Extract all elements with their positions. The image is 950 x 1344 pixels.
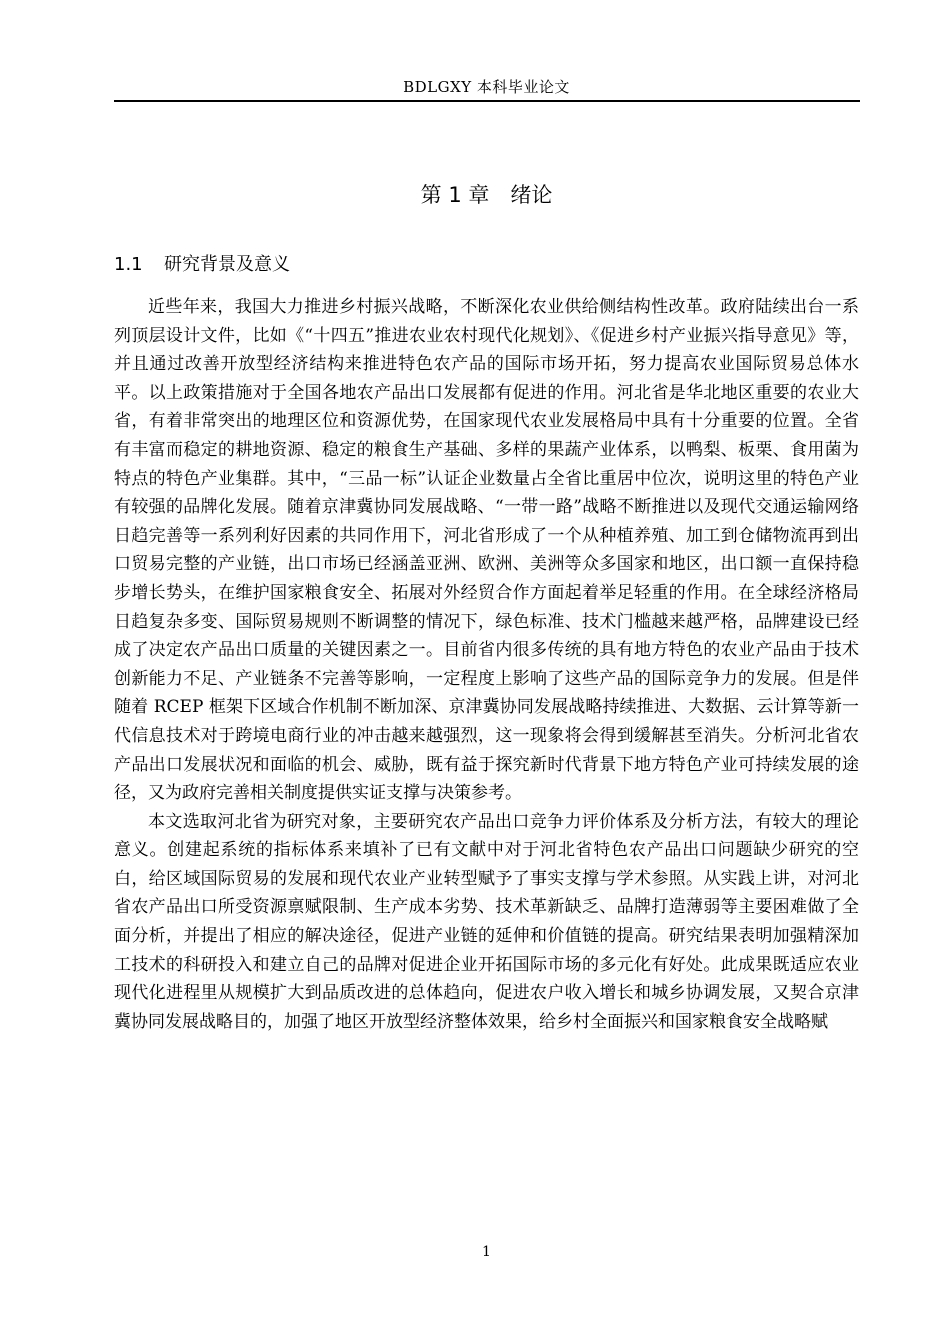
body-text: [114, 293, 859, 1036]
paragraph: 本文选取河北省为研究对象，主要研究农产品出口竞争力评价体系及分析方法，有较大的理论意义。创建起系统的指标体系来填补了已有文献中对于河北省特色农产品出口问题缺少研究的空白，给区域国际贸易的发展和现代农业产业转型赋予了事实支撑与学术参照。从实践上讲，对河北省农产品出口所受资源禀赋限制、生产成本劣势、技术革新缺乏、品牌打造薄弱等主要困难做了全面分析，并提出了相应的解决途径，促进产业链的延伸和价值链的提高。研究结果表明加强精深加工技术的科研投入和建立自己的品牌对促进企业开拓国际市场的多元化有好处。此成果既适应农业现代化进程里从规模扩大到品质改进的总体趋向，促进农户收入增长和城乡协调发展，又契合京津冀协同发展战略目的，加强了地区开放型经济整体效果，给乡村全面振兴和国家粮食安全战略赋: [114, 811, 859, 1032]
chapter-title: 第 1 章 绪论: [420, 183, 553, 207]
header-rule: [114, 100, 860, 102]
section-heading: [114, 251, 290, 279]
paragraph: 近些年来，我国大力推进乡村振兴战略，不断深化农业供给侧结构性改革。政府陆续出台一系列顶层设计文件，比如《“十四五”推进农业农村现代化规划》、《促进乡村产业振兴指导意见》等，并且通过改善开放型经济结构来推进特色农产品的国际市场开拓，努力提高农业国际贸易总体水平。以上政策措施对于全国各地农产品出口发展都有促进的作用。河北省是华北地区重要的农业大省，有着非常突出的地理区位和资源优势，在国家现代农业发展格局中具有十分重要的位置。全省有丰富而稳定的耕地资源、稳定的粮食生产基础、多样的果蔬产业体系，以鸭梨、板栗、食用菌为特点的特色产业集群。其中，“三品一标”认证企业数量占全省比重居中位次，说明这里的特色产业有较强的品牌化发展。随着京津冀协同发展战略、“一带一路”战略不断推进以及现代交通运输网络日趋完善等一系列利好因素的共同作用下，河北省形成了一个从种植养殖、加工到仓储物流再到出口贸易完整的产业链，出口市场已经涵盖亚洲、欧洲、美洲等众多国家和地区，出口额一直保持稳步增长势头，在维护国家粮食安全、拓展对外经贸合作方面起着举足轻重的作用。在全球经济格局日趋复杂多变、国际贸易规则不断调整的情况下，绿色标准、技术门槛越来越严格，品牌建设已经成了决定农产品出口质量的关键因素之一。目前省内很多传统的具有地方特色的农业产品由于技术创新能力不足、产业链条不完善等影响，一定程度上影响了这些产品的国际竞争力的发展。但是伴随着 RCEP 框架下区域合作机制不断加深、京津冀协同发展战略持续推进、大数据、云计算等新一代信息技术对于跨境电商行业的冲击越来越强烈，这一现象将会得到缓解甚至消失。分析河北省农产品出口发展状况和面临的机会、威胁，既有益于探究新时代背景下地方特色产业可持续发展的途径，又为政府完善相关制度提供实证支撑与决策参考。: [114, 297, 859, 804]
page-number: 1: [482, 1244, 491, 1260]
section-number: 1.1: [114, 254, 143, 275]
running-header: BDLGXY 本科毕业论文: [403, 78, 570, 96]
section-title: 研究背景及意义: [164, 254, 290, 275]
